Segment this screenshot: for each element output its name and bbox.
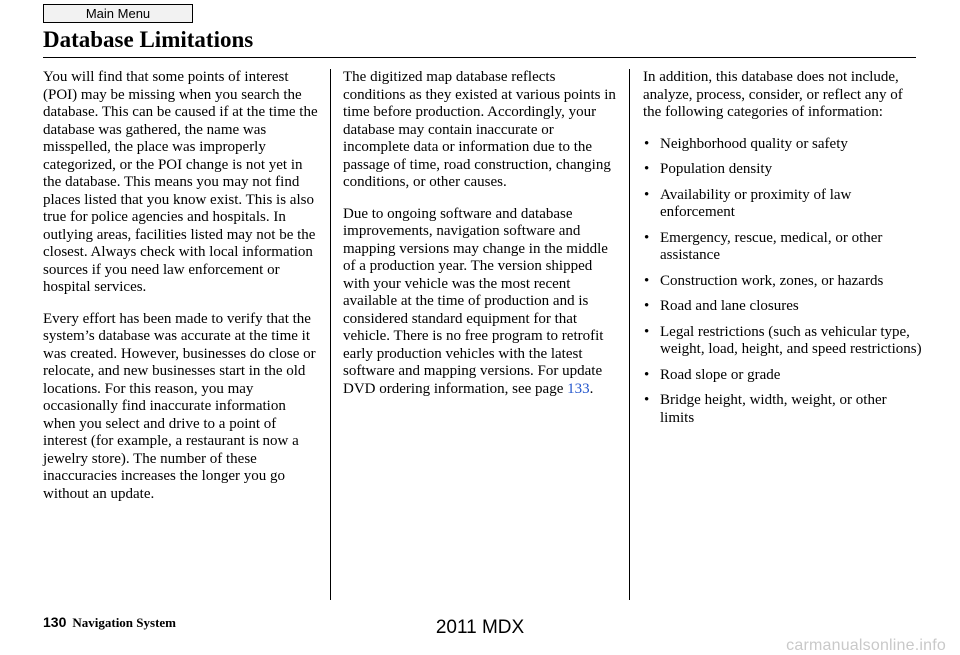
list-item-text: Road slope or grade xyxy=(660,366,781,383)
section-name: Navigation System xyxy=(72,615,176,630)
page-133-link[interactable]: 133 xyxy=(567,380,590,397)
list-item-text: Emergency, rescue, medical, or other assistance xyxy=(660,229,883,263)
column-1 xyxy=(43,69,318,517)
column-divider-1 xyxy=(330,69,331,600)
list-item xyxy=(643,136,923,154)
list-item xyxy=(643,367,923,385)
bullet-icon: • xyxy=(644,272,650,289)
column-divider-2 xyxy=(629,69,630,600)
bullet-icon: • xyxy=(644,186,650,203)
list-item-text: Road and lane closures xyxy=(660,298,799,314)
paragraph-end-period: . xyxy=(589,380,594,397)
list-item-text: Neighborhood quality or safety xyxy=(660,135,848,152)
list-item xyxy=(643,392,923,427)
list-item xyxy=(643,273,923,291)
vehicle-model-label: 2011 MDX xyxy=(435,617,525,638)
title-divider xyxy=(43,57,916,58)
list-item xyxy=(643,230,923,265)
paragraph-poi-missing: You will find that some points of interest (POI) may be missing when you search the database. This can be caused if at the time the database was gathered, the name was misspelled, the place was improperly categorized, or the POI change is not yet in the database. This means you may not find places listed that you know exist. This is also true for police agencies and hospitals. In outlying areas, facilities listed may not be the closest. Always check with local information sources if you need law enforcement or hospital services. xyxy=(43,69,318,295)
list-item xyxy=(643,187,923,222)
list-item-text: Bridge height, width, weight, or other limits xyxy=(660,392,887,426)
paragraph-categories-intro: In addition, this database does not include, analyze, process, consider, or reflect any of the following categories of information: xyxy=(643,69,903,120)
column-3 xyxy=(643,69,923,435)
list-item xyxy=(643,298,923,316)
bullet-icon: • xyxy=(644,392,650,408)
bullet-icon: • xyxy=(644,229,650,246)
bullet-icon: • xyxy=(644,135,650,152)
list-item-text: Legal restrictions (such as vehicular type, weight, load, height, and speed restrictions) xyxy=(660,323,922,357)
excluded-categories-list xyxy=(643,136,923,428)
column-2 xyxy=(343,69,618,412)
list-item-text: Population density xyxy=(660,161,773,177)
bullet-icon: • xyxy=(644,161,650,177)
paragraph-accuracy: Every effort has been made to verify that the system’s database was accurate at the time it was created. However, businesses do close or relocate, and new businesses start in the old locations. For this reason, you may occasionally find inaccurate information when you select and drive to a point of interest (for example, a restaurant is now a jewelry store). The number of these inaccuracies increases the longer you go without an update. xyxy=(43,310,316,502)
list-item-text: Construction work, zones, or hazards xyxy=(660,272,884,289)
page-title: Database Limitations xyxy=(43,27,254,52)
paragraph-map-conditions: The digitized map database reflects conditions as they existed at various points in time before production. Accordingly, your database may contain inaccurate or incomplete data or information due to the passage of time, road construction, changing conditions, or other causes. xyxy=(343,69,616,190)
page-number: 130 xyxy=(43,614,67,630)
list-item xyxy=(643,324,923,359)
list-item xyxy=(643,161,923,179)
bullet-icon: • xyxy=(644,323,650,340)
paragraph-software-updates-text: Due to ongoing software and database improvements, navigation software and mapping versions may change in the middle of a production year. The version shipped with your vehicle was the most recent available at the time of production and is considered standard equipment for that vehicle. There is no free program to retrofit early production vehicles with the latest software and mapping versions. For update DVD ordering information, see page xyxy=(343,205,608,397)
list-item-text: Availability or proximity of law enforcement xyxy=(660,186,852,220)
paragraph-software-updates xyxy=(343,206,618,399)
site-watermark: carmanualsonline.info xyxy=(786,637,946,654)
bullet-icon: • xyxy=(644,366,650,383)
main-menu-button[interactable]: Main Menu xyxy=(43,4,193,23)
bullet-icon: • xyxy=(644,298,650,314)
